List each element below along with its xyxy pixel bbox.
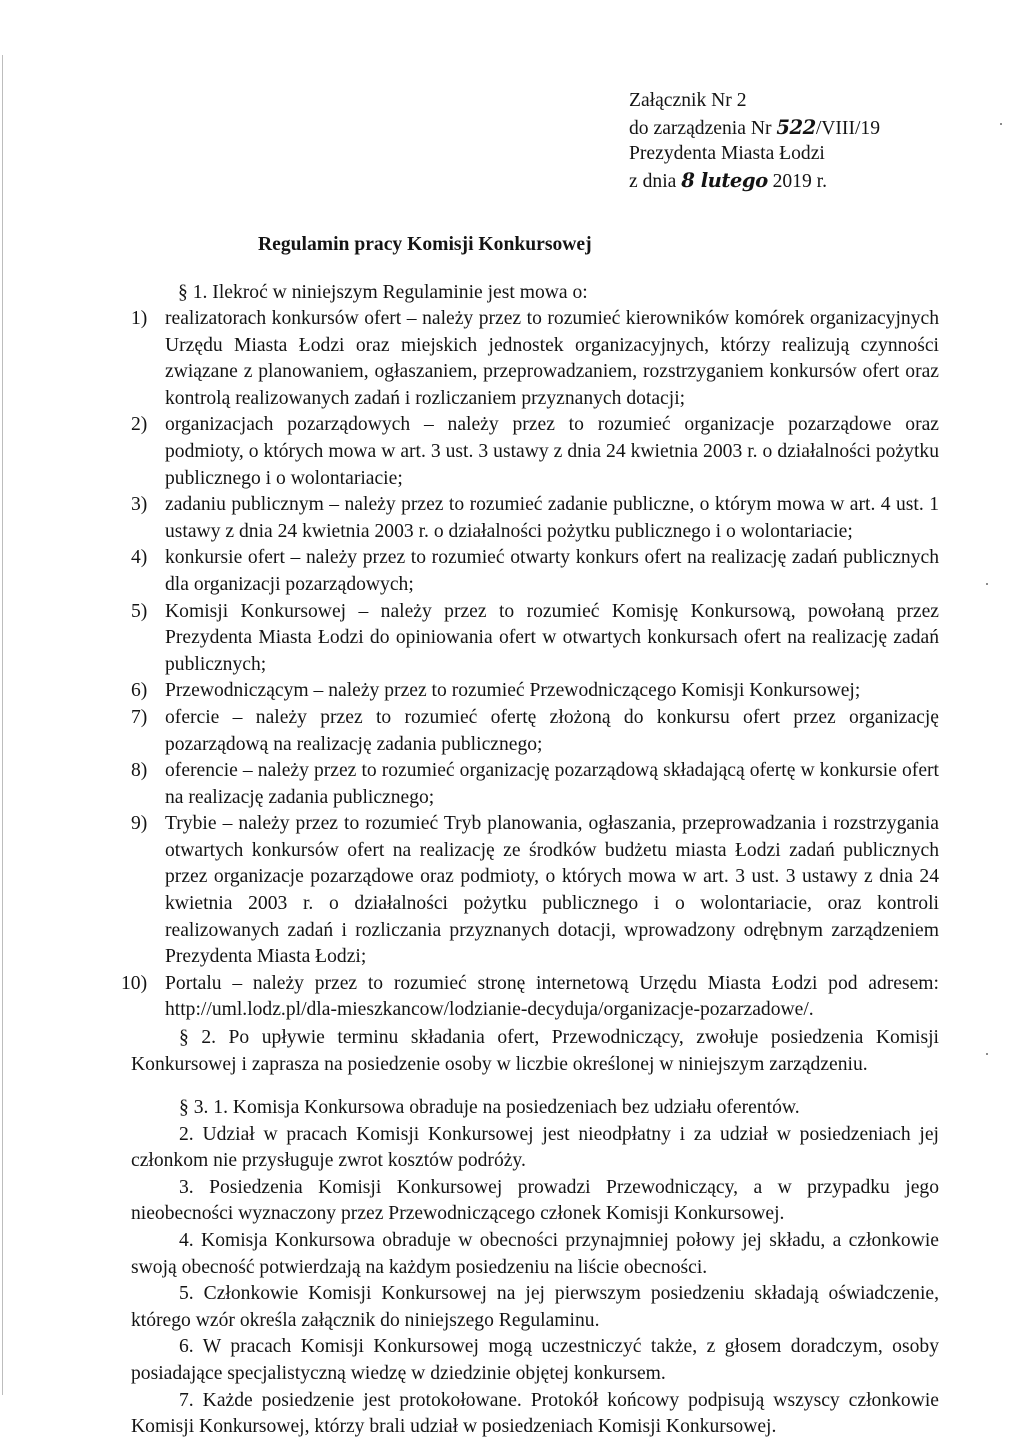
header-ordinance-number: do zarządzenia Nr 522/VIII/19 bbox=[629, 115, 881, 139]
scan-speck bbox=[1000, 123, 1002, 125]
definition-item: 6) Przewodniczącym – należy przez to rozumieć Przewodniczącego Komisji Konkursowej; bbox=[131, 680, 861, 702]
scan-speck bbox=[986, 583, 988, 585]
scan-speck bbox=[986, 1053, 988, 1055]
definition-item: 7) ofercie – należy przez to rozumieć ofertę złożoną do konkursu ofert przez organizację pozarządową na realizację zadania publicznego; bbox=[131, 706, 939, 755]
header-attachment-number: Załącznik Nr 2 bbox=[629, 90, 747, 111]
definition-item: 8) oferencie – należy przez to rozumieć organizację pozarządową składającą ofertę w konkursie ofert na realizację zadania publicznego; bbox=[131, 760, 939, 808]
definition-item: 2) organizacjach pozarządowych – należy przez to rozumieć organizacje pozarządowe oraz podmioty, o których mowa w art. 3 ust. 3 ustawy z dnia 24 kwietnia 2003 r. o działalności pożytku publicznego i o wolontariacie; bbox=[131, 414, 939, 489]
scan-edge-line bbox=[2, 55, 3, 1395]
section-3-point: 5. Członkowie Komisji Konkursowej na jej pierwszym posiedzeniu składają oświadczenie, którego wzór określa załącznik do niniejszego Regulaminu. bbox=[131, 1283, 939, 1331]
definition-item: 9) Trybie – należy przez to rozumieć Tryb planowania, ogłaszania, przeprowadzania i rozstrzygania otwartych konkursów ofert na realizację ze środków budżetu miasta Łodzi zadań publicznych przez organizacje pozarządowe oraz podmioty, o których mowa w art. 3 ust. 3 ustawy z dnia 24 kwietnia 2003 r. o działalności pożytku publicznego i o wolontariacie, oraz kontroli realizowanych zadań i rozliczania przyznanych dotacji, wprowadzony odrębnym zarządzeniem Prezydenta Miasta Łodzi; bbox=[131, 813, 939, 968]
header-issuer: Prezydenta Miasta Łodzi bbox=[629, 143, 825, 164]
attachment-header bbox=[629, 88, 989, 194]
section-3-point: 4. Komisja Konkursowa obraduje w obecności przynajmniej połowy jej składu, a członkowie swoją obecność potwierdzają na każdym posiedzeniu na liście obecności. bbox=[131, 1229, 939, 1278]
section-3 bbox=[131, 1095, 939, 1441]
section-3-point: § 3. 1. Komisja Konkursowa obraduje na posiedzeniach bez udziału oferentów. bbox=[179, 1097, 800, 1118]
definition-item: 10) Portalu – należy przez to rozumieć stronę internetową Urzędu Miasta Łodzi pod adresem: http://uml.lodz.pl/dla-mieszkancow/lodzianie-decyduja/organizacje-pozarzadowe/. bbox=[121, 972, 939, 1021]
header-date: z dnia 8 lutego 2019 r. bbox=[629, 168, 827, 192]
section-3-point: 2. Udział w pracach Komisji Konkursowej jest nieodpłatny i za udział w posiedzeniach jej członkom nie przysługuje zwrot kosztów podróży. bbox=[131, 1123, 939, 1172]
definition-item: 4) konkursie ofert – należy przez to rozumieć otwarty konkurs ofert na realizację zadań publicznych dla organizacji pozarządowych; bbox=[131, 547, 939, 595]
definition-item: 3) zadaniu publicznym – należy przez to rozumieć zadanie publiczne, o którym mowa w art. 4 ust. 1 ustawy z dnia 24 kwietnia 2003 r. o działalności pożytku publicznego i o wolontariacie; bbox=[131, 494, 939, 542]
section-3-point: 6. W pracach Komisji Konkursowej mogą uczestniczyć także, z głosem doradczym, osoby posiadające specjalistyczną wiedzę w dziedzinie objętej konkursem. bbox=[131, 1336, 939, 1384]
section-1-intro: § 1. Ilekroć w niniejszym Regulaminie jest mowa o: bbox=[178, 282, 588, 303]
definition-item: 1) realizatorach konkursów ofert – należy przez to rozumieć kierowników komórek organizacyjnych Urzędu Miasta Łodzi oraz miejskich jednostek organizacyjnych, którzy realizują czynności związane z planowaniem, ogłaszaniem, przeprowadzaniem, rozstrzyganiem konkursów ofert oraz kontrolą realizowanych zadań i rozliczaniem przyznanych dotacji; bbox=[131, 308, 939, 409]
definition-item: 5) Komisji Konkursowej – należy przez to rozumieć Komisję Konkursową, powołaną przez Prezydenta Miasta Łodzi do opiniowania ofert w otwartych konkursach ofert na realizację zadań publicznych; bbox=[131, 600, 939, 675]
definitions-list bbox=[121, 306, 939, 1024]
section-3-point: 7. Każde posiedzenie jest protokołowane. Protokół końcowy podpisują wszyscy członkowie Komisji Konkursowej, którzy brali udział w posiedzeniach Komisji Konkursowej. bbox=[131, 1389, 939, 1438]
section-3-point: 3. Posiedzenia Komisji Konkursowej prowadzi Przewodniczący, a w przypadku jego nieobecności wyznaczony przez Przewodniczącego członek Komisji Konkursowej. bbox=[131, 1176, 939, 1225]
section-2-paragraph: § 2. Po upływie terminu składania ofert, Przewodniczący, zwołuje posiedzenia Komisji Konkursowej i zaprasza na posiedzenie osoby w liczbie określonej w niniejszym zarządzeniu. bbox=[131, 1027, 939, 1075]
document-title: Regulamin pracy Komisji Konkursowej bbox=[258, 234, 592, 255]
handwritten-number: 522 bbox=[776, 115, 816, 139]
handwritten-date: 8 lutego bbox=[681, 168, 768, 192]
